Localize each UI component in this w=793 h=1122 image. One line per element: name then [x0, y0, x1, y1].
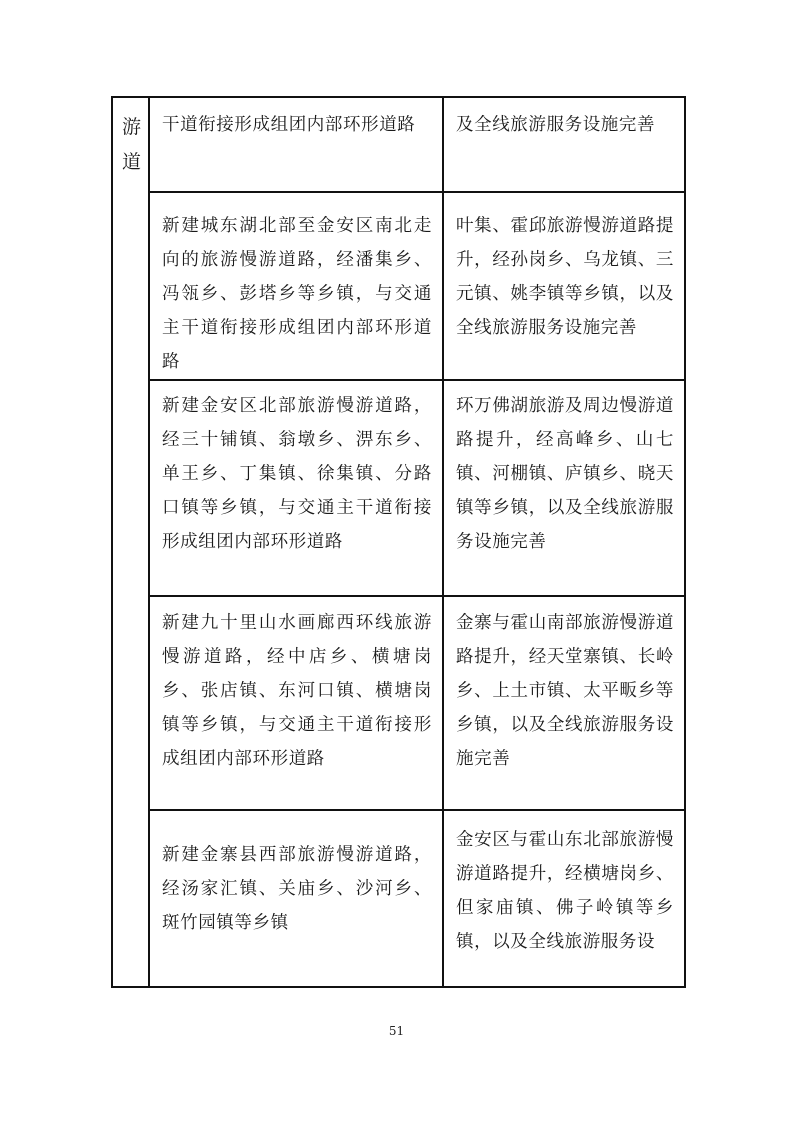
table-row [112, 380, 685, 595]
new-route-text: 新建金安区北部旅游慢游道路，经三十铺镇、翁墩乡、淠东乡、单王乡、丁集镇、徐集镇、分路口镇等乡镇，与交通主干道衔接形成组团内部环形道路 [162, 396, 432, 553]
new-route-text: 新建城东湖北部至金安区南北走向的旅游慢游道路，经潘集乡、冯瓴乡、彭塔乡等乡镇，与交通主干道衔接形成组团内部环形道路 [162, 216, 432, 373]
upgrade-route-text: 叶集、霍邱旅游慢游道路提升，经孙岗乡、乌龙镇、三元镇、姚李镇等乡镇，以及全线旅游服务设施完善 [456, 216, 674, 339]
upgrade-route-text: 及全线旅游服务设施完善 [456, 115, 656, 135]
table-cell-new-route [149, 810, 443, 987]
table-cell-new-route [149, 596, 443, 810]
new-route-text: 新建九十里山水画廊西环线旅游慢游道路，经中店乡、横塘岗乡、张店镇、东河口镇、横塘岗镇等乡镇，与交通主干道衔接形成组团内部环形道路 [162, 612, 432, 769]
table-row [112, 97, 685, 192]
upgrade-route-text: 金寨与霍山南部旅游慢游道路提升，经天堂寨镇、长岭乡、上土市镇、太平畈乡等乡镇，以及全线旅游服务设施完善 [456, 612, 674, 769]
new-route-text: 干道衔接形成组团内部环形道路 [162, 115, 416, 135]
table-cell-upgrade-route [443, 810, 685, 987]
table-row [112, 192, 685, 380]
table-row [112, 810, 685, 987]
table-cell-new-route [149, 97, 443, 192]
table-cell-upgrade-route [443, 192, 685, 380]
table-cell-upgrade-route [443, 380, 685, 595]
table-cell-new-route [149, 192, 443, 380]
new-route-text: 新建金寨县西部旅游慢游道路，经汤家汇镇、关庙乡、沙河乡、斑竹园镇等乡镇 [162, 844, 432, 933]
table-cell-upgrade-route [443, 596, 685, 810]
category-cell [112, 97, 149, 987]
upgrade-route-text: 环万佛湖旅游及周边慢游道路提升，经高峰乡、山七镇、河棚镇、庐镇乡、晓天镇等乡镇，以及全线旅游服务设施完善 [456, 396, 674, 553]
table-cell-upgrade-route [443, 97, 685, 192]
upgrade-route-text: 金安区与霍山东北部旅游慢游道路提升，经横塘岗乡、但家庙镇、佛子岭镇等乡镇，以及全线旅游服务设 [456, 829, 674, 952]
route-table [111, 96, 686, 988]
table-cell-new-route [149, 380, 443, 595]
table-row [112, 596, 685, 810]
category-label: 游道 [122, 116, 142, 173]
page-number: 51 [388, 1024, 405, 1038]
